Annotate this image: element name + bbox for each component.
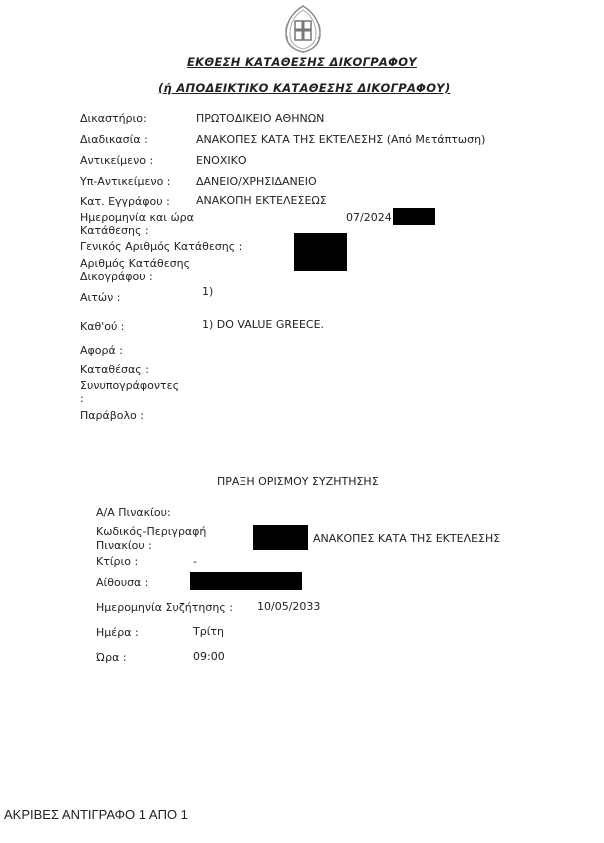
- cosigners-label-line2: :: [80, 392, 84, 405]
- docket-code-label-line2: Πινακίου :: [96, 539, 152, 552]
- docket-number-label: Α/Α Πινακίου:: [96, 506, 171, 519]
- building-label: Κτίριο :: [96, 555, 139, 568]
- copy-note: ΑΚΡΙΒΕΣ ΑΝΤΙΓΡΑΦΟ 1 ΑΠΟ 1: [4, 807, 188, 822]
- docket-code-value: ΑΝΑΚΟΠΕΣ ΚΑΤΑ ΤΗΣ ΕΚΤΕΛΕΣΗΣ: [313, 532, 501, 545]
- hearing-day-value: Τρίτη: [193, 625, 225, 638]
- petitioners-value: 1): [202, 285, 214, 298]
- docket-code-label-line1: Κωδικός-Περιγραφή: [96, 525, 207, 538]
- petitioners-label: Αιτών :: [80, 291, 121, 304]
- concerns-label: Αφορά :: [80, 344, 123, 357]
- greek-coat-of-arms-icon: [278, 4, 328, 54]
- document-subtitle: (ή ΑΠΟΔΕΙΚΤΙΚΟ ΚΑΤΑΘΕΣΗΣ ΔΙΚΟΓΡΑΦΟΥ): [158, 81, 451, 95]
- document-number-label-line1: Αριθμός Κατάθεσης: [80, 257, 191, 270]
- redaction-filing-numbers: [294, 233, 347, 271]
- respondents-label: Καθ'ού :: [80, 320, 125, 333]
- subject-label: Αντικείμενο :: [80, 154, 154, 167]
- document-number-label-line2: Δικογράφου :: [80, 270, 153, 283]
- fee-label: Παράβολο :: [80, 409, 144, 422]
- doctype-label: Κατ. Εγγράφου :: [80, 195, 170, 208]
- hearing-section-title: ΠΡΑΞΗ ΟΡΙΣΜΟΥ ΣΥΖΗΤΗΣΗΣ: [217, 475, 379, 488]
- datetime-value: 07/2024: [346, 211, 392, 224]
- respondents-value: 1) DO VALUE GREECE.: [202, 318, 325, 331]
- building-value: -: [193, 555, 197, 568]
- room-label: Αίθουσα :: [96, 576, 149, 589]
- datetime-label-line2: Κατάθεσης :: [80, 224, 149, 237]
- subject-value: ΕΝΟΧΙΚΟ: [196, 154, 247, 167]
- court-value: ΠΡΩΤΟΔΙΚΕΙΟ ΑΘΗΝΩΝ: [196, 112, 325, 125]
- filer-label: Καταθέσας :: [80, 363, 149, 376]
- procedure-value: ΑΝΑΚΟΠΕΣ ΚΑΤΑ ΤΗΣ ΕΚΤΕΛΕΣΗΣ (Από Μετάπτωση): [196, 133, 486, 146]
- hearing-date-value: 10/05/2033: [257, 600, 321, 613]
- subsubject-label: Υπ-Αντικείμενο :: [80, 175, 171, 188]
- redaction-datetime: [393, 208, 435, 225]
- hearing-time-value: 09:00: [193, 650, 225, 663]
- subsubject-value: ΔΑΝΕΙΟ/ΧΡΗΣΙΔΑΝΕΙΟ: [196, 175, 317, 188]
- document-title: ΕΚΘΕΣΗ ΚΑΤΑΘΕΣΗΣ ΔΙΚΟΓΡΑΦΟΥ: [187, 55, 417, 69]
- redaction-docket-code: [253, 525, 308, 550]
- procedure-label: Διαδικασία :: [80, 133, 148, 146]
- cosigners-label-line1: Συνυπογράφοντες: [80, 379, 180, 392]
- datetime-label-line1: Ημερομηνία και ώρα: [80, 211, 194, 224]
- doctype-value: ΑΝΑΚΟΠΗ ΕΚΤΕΛΕΣΕΩΣ: [196, 194, 327, 207]
- general-number-label: Γενικός Αριθμός Κατάθεσης :: [80, 240, 243, 253]
- hearing-time-label: Ώρα :: [96, 651, 127, 664]
- hearing-day-label: Ημέρα :: [96, 626, 139, 639]
- hearing-date-label: Ημερομηνία Συζήτησης :: [96, 601, 233, 614]
- court-label: Δικαστήριο:: [80, 112, 147, 125]
- redaction-room: [190, 572, 302, 590]
